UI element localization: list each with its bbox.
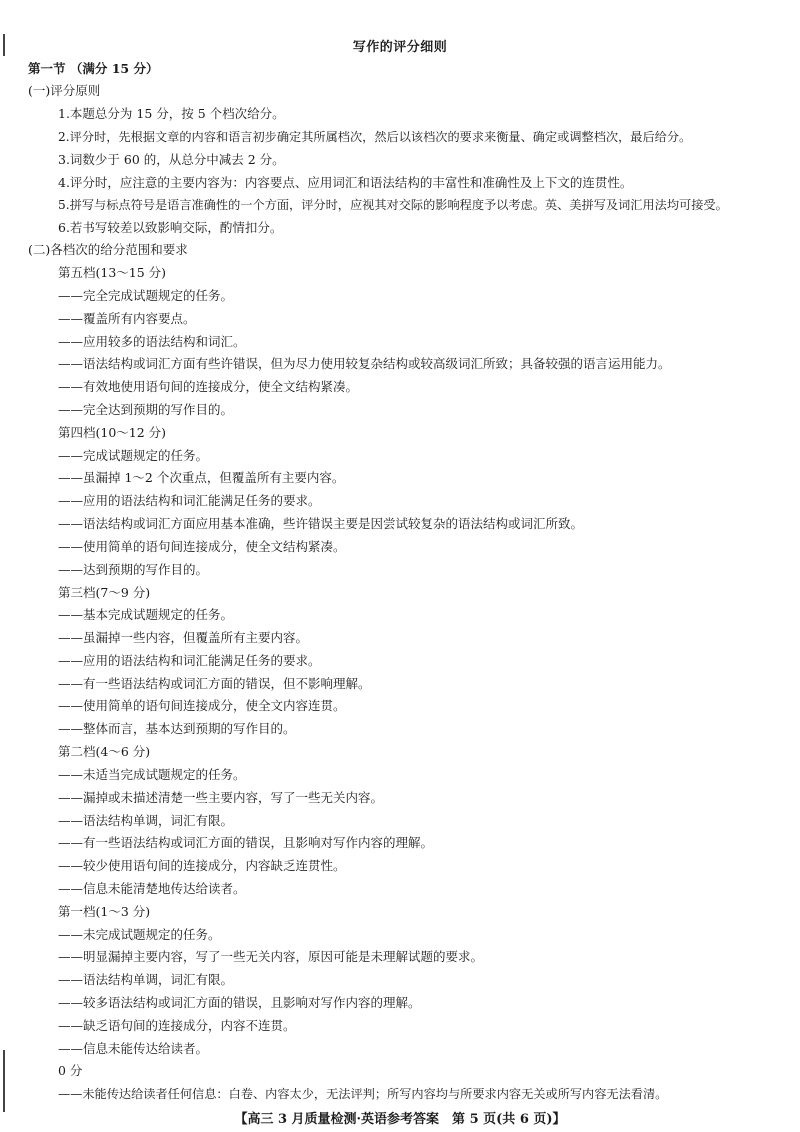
level-criterion: ——未适当完成试题规定的任务。 (58, 767, 246, 782)
level-criterion: ——缺乏语句间的连接成分，内容不连贯。 (58, 1018, 296, 1033)
level-criterion: ——使用简单的语句间连接成分，使全文结构紧凑。 (58, 539, 346, 554)
page-footer: 【高三 3 月质量检测·英语参考答案 第 5 页(共 6 页)】 (234, 1112, 566, 1127)
principle-item: 2.评分时，先根据文章的内容和语言初步确定其所属档次，然后以该档次的要求来衡量、确定或调整档次，最后给分。 (58, 130, 692, 144)
level-name: 第三档(7～9 分) (58, 585, 151, 600)
level-criterion: ——覆盖所有内容要点。 (58, 311, 196, 326)
level-criterion: ——有一些语法结构或词汇方面的错误，且影响对写作内容的理解。 (58, 835, 434, 850)
level-criterion: ——较少使用语句间的连接成分，内容缺乏连贯性。 (58, 858, 346, 873)
level-criterion: ——应用较多的语法结构和词汇。 (58, 334, 246, 349)
level-name: 第二档(4～6 分) (58, 744, 151, 759)
level-criterion: ——完成试题规定的任务。 (58, 448, 209, 463)
level-name: 第五档(13～15 分) (58, 265, 167, 280)
level-name: 第四档(10～12 分) (58, 425, 167, 440)
level-criterion: ——虽漏掉 1～2 个次重点，但覆盖所有主要内容。 (58, 470, 345, 485)
level-criterion: ——信息未能传达给读者。 (58, 1041, 209, 1056)
level-criterion: ——使用简单的语句间连接成分，使全文内容连贯。 (58, 698, 346, 713)
level-name: 第一档(1～3 分) (58, 904, 151, 919)
principle-item: 3.词数少于 60 的，从总分中减去 2 分。 (58, 152, 285, 167)
level-criterion: ——完全完成试题规定的任务。 (58, 288, 234, 303)
level-criterion: ——整体而言，基本达到预期的写作目的。 (58, 721, 296, 736)
level-criterion: ——较多语法结构或词汇方面的错误，且影响对写作内容的理解。 (58, 995, 421, 1010)
level-criterion: ——漏掉或未描述清楚一些主要内容，写了一些无关内容。 (58, 790, 384, 805)
level-criterion: ——虽漏掉一些内容，但覆盖所有主要内容。 (58, 630, 309, 645)
level-criterion: ——信息未能清楚地传达给读者。 (58, 881, 246, 896)
principle-item: 4.评分时，应注意的主要内容为：内容要点、应用词汇和语法结构的丰富性和准确性及上下文的连贯性。 (58, 175, 633, 190)
page-title: 写作的评分细则 (352, 40, 448, 55)
level-criterion: ——语法结构或词汇方面应用基本准确，些许错误主要是因尝试较复杂的语法结构或词汇所致。 (58, 516, 584, 531)
scan-edge-mark (3, 1050, 5, 1112)
level-criterion: ——未完成试题规定的任务。 (58, 927, 221, 942)
level-criterion: ——应用的语法结构和词汇能满足任务的要求。 (58, 653, 321, 668)
principle-item: 6.若书写较差以致影响交际，酌情扣分。 (58, 220, 283, 235)
principle-item: 1.本题总分为 15 分，按 5 个档次给分。 (58, 106, 285, 121)
level-criterion: ——语法结构单调，词汇有限。 (58, 972, 234, 987)
level-criterion: ——有效地使用语句间的连接成分，使全文结构紧凑。 (58, 379, 359, 394)
level-criterion: ——语法结构或词汇方面有些许错误，但为尽力使用较复杂结构或较高级词汇所致；具备较强的语言运用能力。 (58, 356, 671, 371)
level-criterion: ——基本完成试题规定的任务。 (58, 607, 234, 622)
level-criterion: ——语法结构单调，词汇有限。 (58, 813, 234, 828)
level-criterion: ——应用的语法结构和词汇能满足任务的要求。 (58, 493, 321, 508)
level-criterion: ——有一些语法结构或词汇方面的错误，但不影响理解。 (58, 676, 371, 691)
level-criterion: ——未能传达给读者任何信息：白卷、内容太少，无法评判；所写内容均与所要求内容无关或所写内容无法看清。 (58, 1087, 668, 1101)
level-name: 0 分 (58, 1063, 83, 1078)
level-criterion: ——达到预期的写作目的。 (58, 562, 209, 577)
section-heading: 第一节 （满分 15 分） (28, 61, 159, 76)
principles-heading: (一)评分原则 (28, 83, 101, 98)
principle-item: 5.拼写与标点符号是语言准确性的一个方面，评分时，应视其对交际的影响程度予以考虑。英、美拼写及词汇用法均可接受。 (58, 198, 728, 212)
level-criterion: ——明显漏掉主要内容，写了一些无关内容，原因可能是未理解试题的要求。 (58, 949, 484, 964)
level-criterion: ——完全达到预期的写作目的。 (58, 402, 234, 417)
levels-heading: (二)各档次的给分范围和要求 (28, 242, 188, 257)
